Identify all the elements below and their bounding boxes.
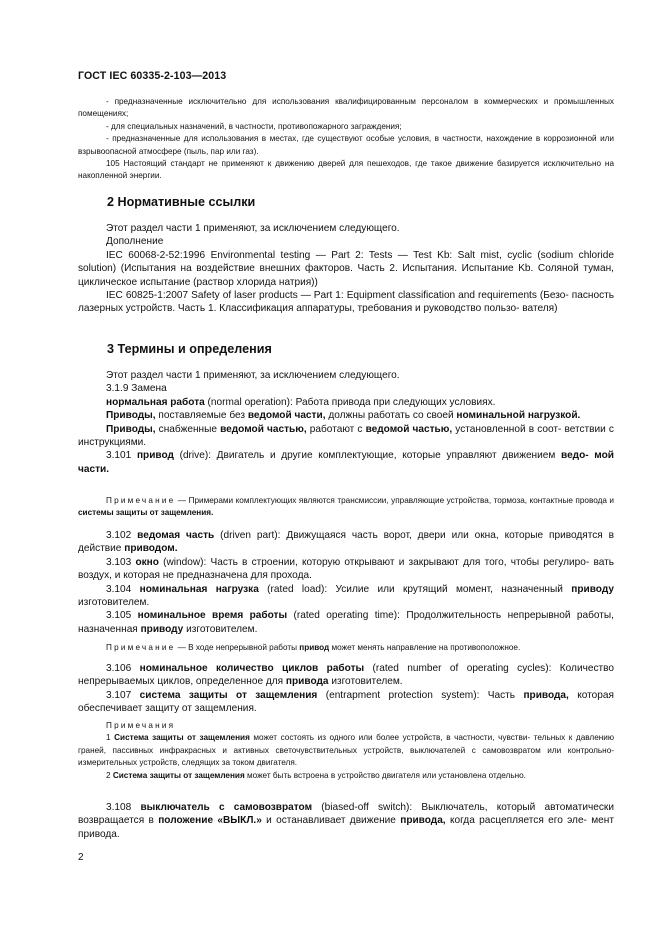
term: нормальная работа xyxy=(106,396,205,408)
section-3-body-b xyxy=(78,529,614,636)
definition xyxy=(78,409,614,422)
paragraph: Этот раздел части 1 применяют, за исключением следующего. xyxy=(106,370,400,381)
definition-3-106 xyxy=(78,662,614,689)
definition-3-102 xyxy=(78,529,614,556)
term: Система защиты от защемления xyxy=(114,733,250,743)
note-2 xyxy=(78,642,614,654)
term: привода xyxy=(285,676,329,688)
note-label: Примечание xyxy=(106,496,176,505)
term: ведомой части, xyxy=(247,410,326,422)
term: Приводы, xyxy=(106,423,156,435)
definition-text: поставляемые без xyxy=(155,410,248,422)
definition-text: (rated load): Усилие или крутящий момент, назначенный xyxy=(258,583,572,595)
definition-text: (rated number of operating cycles): Количество непрерывaемых циклов, определенное для xyxy=(78,663,614,688)
term: система защиты от защемления xyxy=(139,689,318,701)
definition-text: когда расцепляется его эле- мент привода. xyxy=(78,815,614,840)
note-item xyxy=(78,770,614,782)
note-text: — Примерами комплектующих являются трансмиссии, управляющие устройства, тормоза, контактные провода и xyxy=(175,496,614,505)
reference-item: IEC 60825-1:2007 Safety of laser products — Part 1: Equipment classification and requirements (Безо- пасность лазерных устройств. Часть 1. Классификация аппаратуры, требования и руководство пользо- вателя) xyxy=(78,290,614,315)
term: привода, xyxy=(400,815,446,827)
definition-3-103 xyxy=(78,556,614,583)
note-text: — В ходе непрерывной работы xyxy=(175,643,300,652)
definition-text: (rated operating time): Продолжительность непрерывной работы, назначенная xyxy=(78,610,614,635)
definition xyxy=(78,423,614,450)
intro-item: 105 Настоящий стандарт не применяют к движению дверей для пешеходов, где такое движение базируется исключительно на накопленной энергии. xyxy=(78,159,614,181)
term: ведомой частью, xyxy=(365,423,453,435)
clause-number: 3.104 xyxy=(106,583,140,595)
notes-block xyxy=(78,720,614,782)
note-label: Примечание xyxy=(106,643,176,652)
note-text: может менять направление на противоположное. xyxy=(329,643,521,652)
definition-3-105 xyxy=(78,609,614,636)
note-text: может состоять из одного или более устройств, в частности, чувстви- тельных к давлению граней, пассивных инфракрасных и активных светочувствительных устройств, выключателей с самовозвратом или контрольно-измерительных устройств, следящих за током двигателя. xyxy=(78,733,614,768)
term: ведо- мой части. xyxy=(78,450,614,475)
term: ведомой частью, xyxy=(220,423,307,435)
section-3-body-a xyxy=(78,369,614,476)
term: окно xyxy=(135,556,159,568)
definition-text: работают с xyxy=(306,423,366,435)
paragraph: 3.1.9 Замена xyxy=(106,383,167,395)
intro-item: - для специальных назначений, в частности, противопожарного заграждения; xyxy=(106,121,402,131)
term: системы защиты от защемления. xyxy=(78,508,214,518)
note-item xyxy=(78,732,614,769)
definition-3-101 xyxy=(78,449,614,476)
term: приводом. xyxy=(124,543,178,555)
note-number: 1 xyxy=(106,733,115,743)
term: номинальное количество циклов работы xyxy=(139,663,365,674)
definition-text: должны работать со своей xyxy=(325,410,457,422)
notes-label: Примечания xyxy=(106,721,176,730)
definition-text: снабженные xyxy=(155,423,221,435)
note-text: может быть встроена в устройство двигателя или установлена отдельно. xyxy=(244,770,526,780)
intro-block xyxy=(78,96,614,183)
note-1 xyxy=(78,495,614,520)
definition-3-104 xyxy=(78,583,614,610)
term: приводу xyxy=(140,623,184,635)
clause-number: 3.106 xyxy=(106,663,140,674)
definition-text: и останавливает движение xyxy=(261,815,401,827)
term: номинальной нагрузкой. xyxy=(456,410,581,422)
clause-number: 3.103 xyxy=(106,556,136,568)
document-header: ГОСТ IEC 60335-2-103—2013 xyxy=(78,70,227,82)
term: номинальное время работы xyxy=(137,610,288,622)
definition-text: (entrapment protection system): Часть xyxy=(317,689,524,701)
clause-number: 3.107 xyxy=(106,689,140,701)
reference-item: IEC 60068-2-52:1996 Environmental testing — Part 2: Tests — Test Kb: Salt mist, cyclic (sodium chloride solution) (Испытания на воздействие внешних факторов. Часть 2. Испытания. Испытание Kb. Соляной туман, циклическое испытание (раствор хлорида натрия)) xyxy=(78,249,614,288)
definition xyxy=(78,396,614,409)
intro-item: - предназначенные для использования в местах, где существуют особые условия, в частности, нахождение в коррозионной или взрывоопасной атмосфере (пыль, пар или газ). xyxy=(78,134,614,156)
clause-number: 3.108 xyxy=(106,802,141,813)
term: привода, xyxy=(523,689,569,701)
definition-text: (window): Часть в строении, которую открывают и закрывают для того, чтобы регулиро- вать воздух, и которая не предназначена для прохода. xyxy=(78,556,614,582)
paragraph: Этот раздел части 1 применяют, за исключением следующего. xyxy=(106,223,400,234)
paragraph: Дополнение xyxy=(106,236,164,248)
term: Приводы, xyxy=(106,410,156,422)
definition-text: изготовителем. xyxy=(328,676,403,688)
section-3-body-d xyxy=(78,801,614,841)
term: ведомая часть xyxy=(137,530,215,541)
section-2-body xyxy=(78,222,614,316)
intro-item: - предназначенные исключительно для использования квалифицированным персоналом в коммерческих и промышленных помещениях; xyxy=(78,97,614,119)
section-2-heading: 2 Нормативные ссылки xyxy=(107,195,256,209)
page-number: 2 xyxy=(78,852,84,863)
definition-text: (drive): Двигатель и другие комплектующие, которые управляют движением xyxy=(173,450,561,462)
section-3-heading: 3 Термины и определения xyxy=(107,342,272,356)
definition-text: (biased-off switch): Выключатель, который автоматически возвращается в xyxy=(78,802,614,827)
definition-text: установленной в соот- ветствии с инструкциями. xyxy=(78,423,614,449)
definition-text: изготовителем. xyxy=(183,623,258,635)
definition-3-108 xyxy=(78,801,614,841)
section-3-body-c xyxy=(78,662,614,716)
note-number: 2 xyxy=(106,770,113,780)
definition-text: изготовителем. xyxy=(78,597,150,609)
definition-text: (driven part): Движущаяся часть ворот, двери или окна, которые приводятся в действие xyxy=(78,530,614,555)
definition-text: (normal operation): Работа привода при следующих условиях. xyxy=(204,396,496,408)
term: положение «ВЫКЛ.» xyxy=(158,815,262,827)
definition-3-107 xyxy=(78,689,614,716)
clause-number: 3.105 xyxy=(106,610,138,622)
clause-number: 3.101 xyxy=(106,450,137,462)
clause-number: 3.102 xyxy=(106,530,138,541)
term: выключатель с самовозвратом xyxy=(140,802,313,813)
term: привод xyxy=(136,450,174,462)
term: привод xyxy=(299,643,330,652)
term: приводу xyxy=(571,583,614,595)
definition-text: которая обеспечивает защиту от защемления. xyxy=(78,689,614,715)
term: номинальная нагрузка xyxy=(139,583,259,595)
term: Система защиты от защемления xyxy=(112,770,245,780)
